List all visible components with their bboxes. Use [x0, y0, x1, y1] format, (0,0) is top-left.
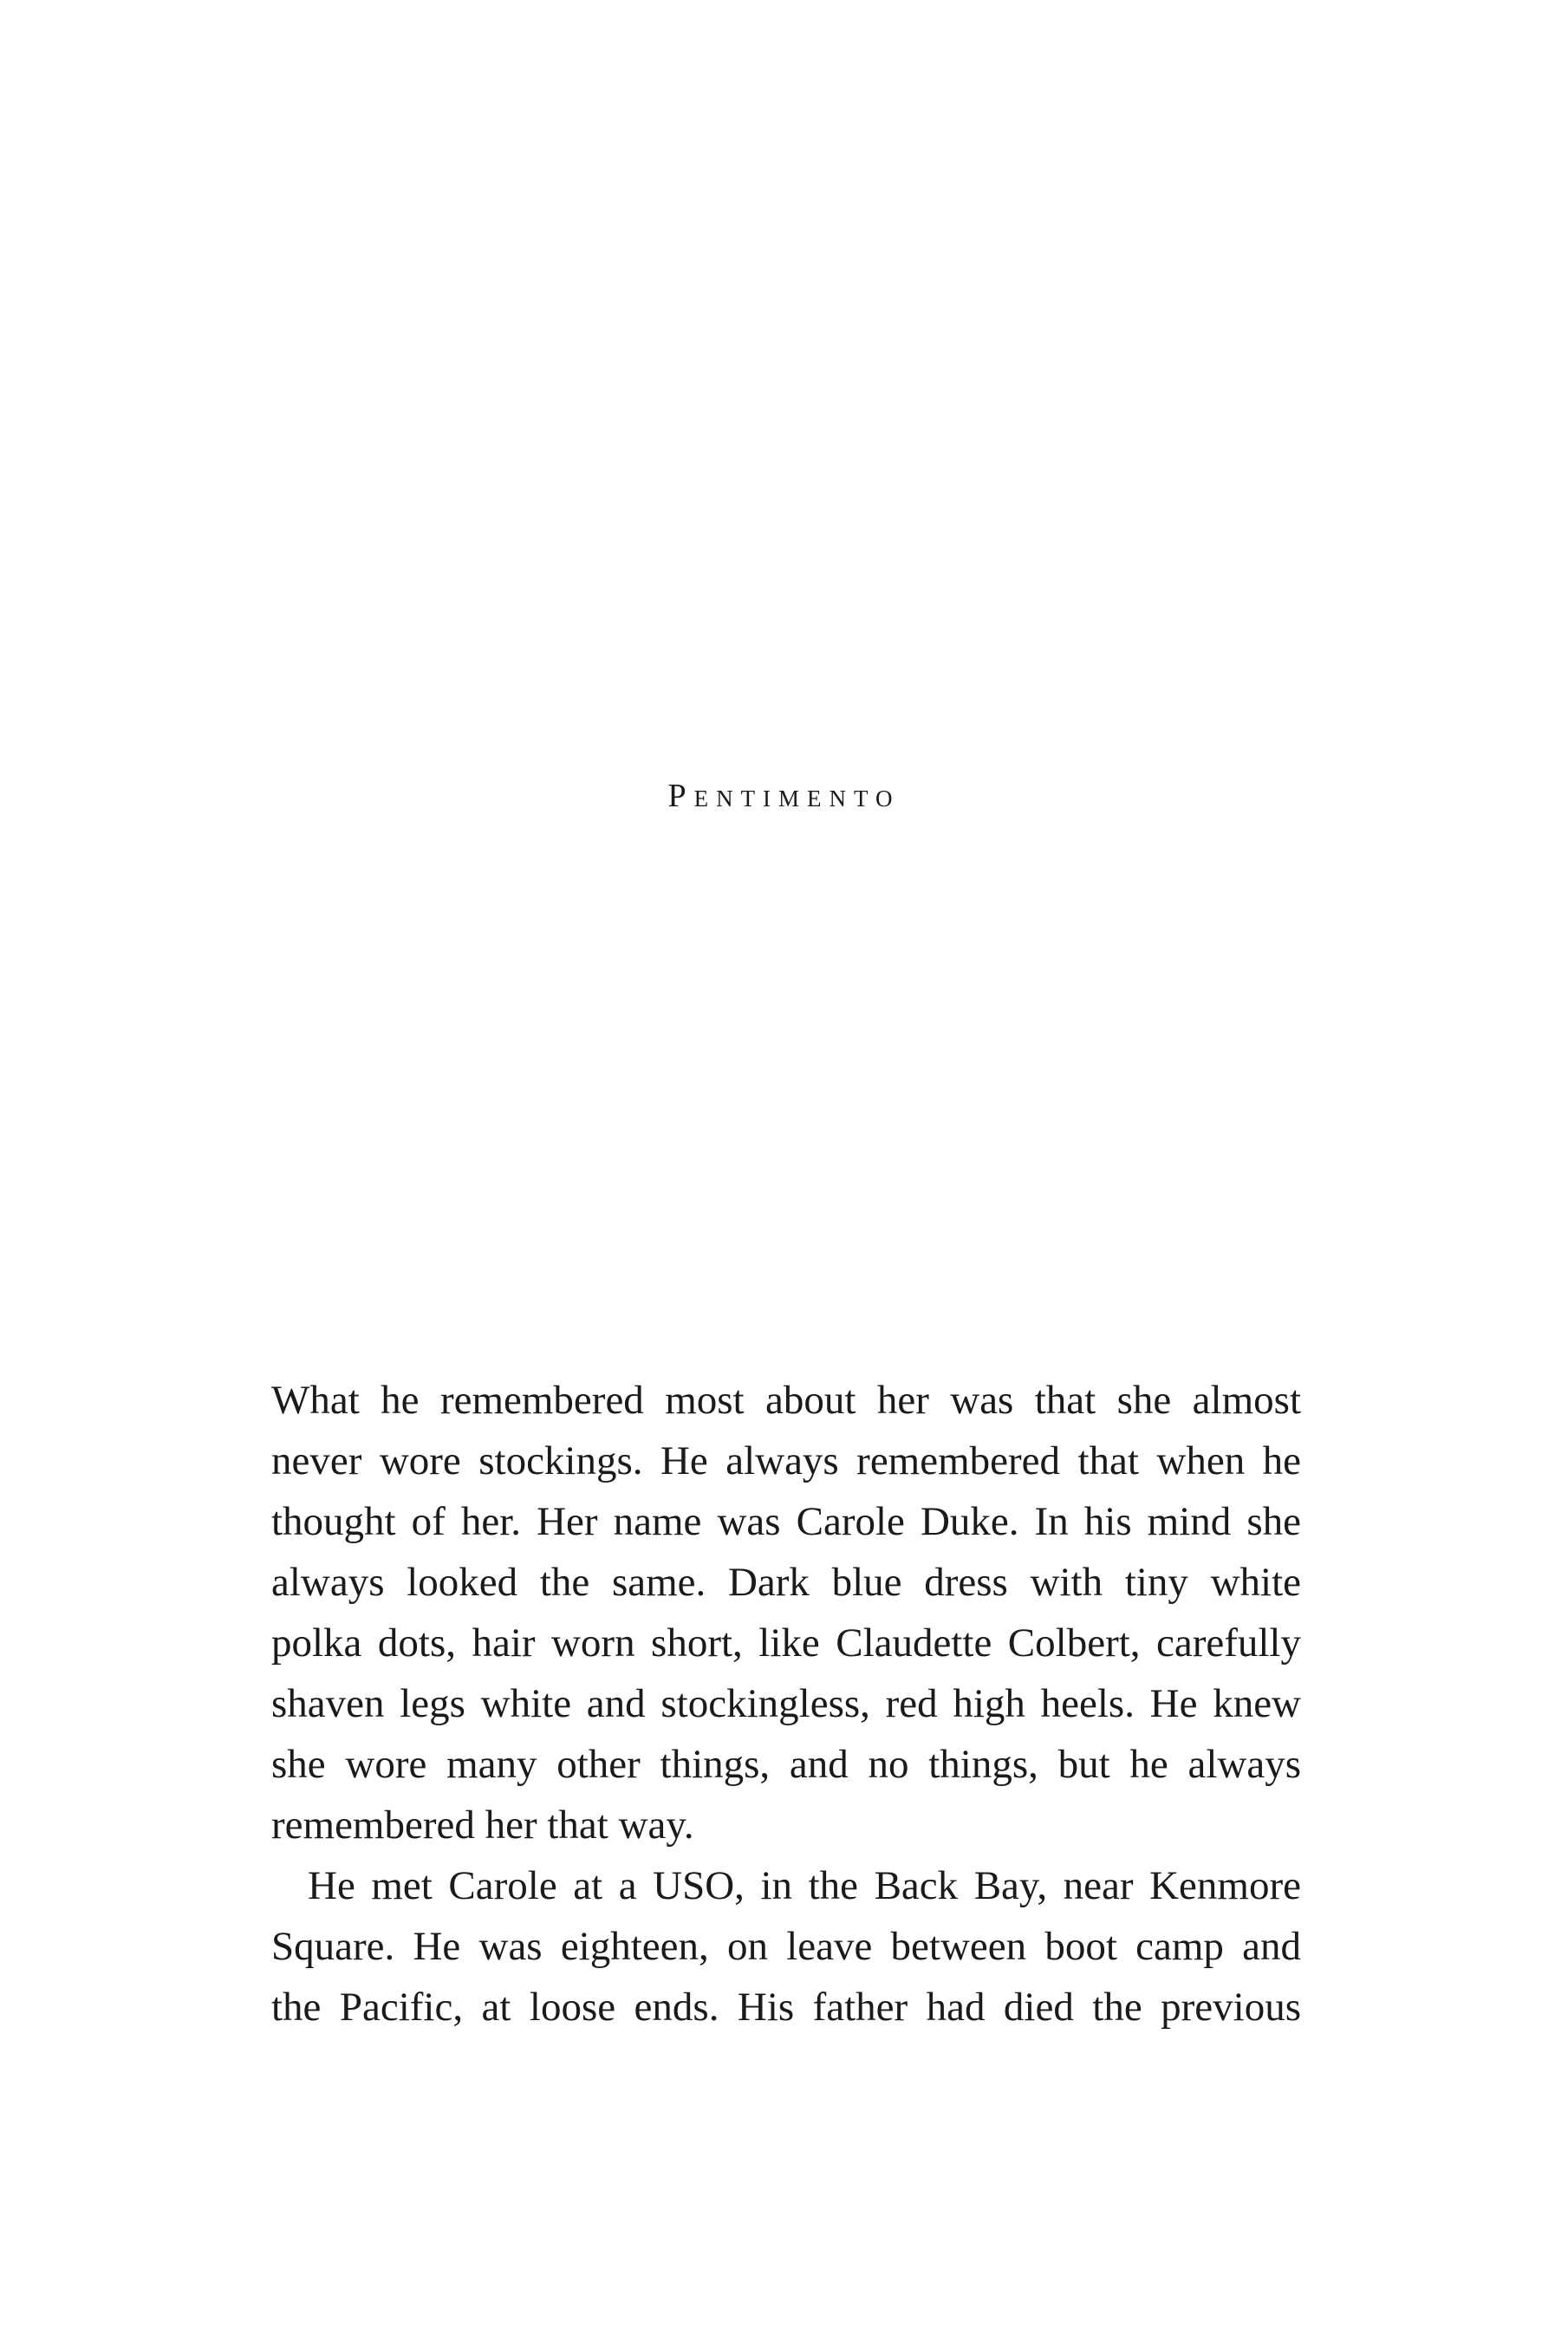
- text-line: remembered her that way.: [271, 1803, 694, 1848]
- text-line: shaven legs white and stockingless, red high heels. He knew: [271, 1681, 1301, 1726]
- chapter-title: Pentimento: [667, 778, 901, 814]
- text-line: always looked the same. Dark blue dress with tiny white: [271, 1560, 1301, 1605]
- paragraph-2: [271, 1855, 1301, 2037]
- text-line: He met Carole at a USO, in the Back Bay, near Kenmore: [308, 1863, 1301, 1908]
- body-text: [271, 1370, 1301, 2037]
- text-line: thought of her. Her name was Carole Duke. In his mind she: [271, 1499, 1301, 1544]
- text-line: Square. He was eighteen, on leave between boot camp and: [271, 1924, 1301, 1969]
- text-line: never wore stockings. He always remembered that when he: [271, 1438, 1301, 1483]
- text-line: What he remembered most about her was that she almost: [271, 1378, 1301, 1423]
- text-line: the Pacific, at loose ends. His father had died the previous: [271, 1985, 1301, 2030]
- paragraph-1: [271, 1370, 1301, 1855]
- text-line: she wore many other things, and no things, but he always: [271, 1742, 1301, 1787]
- text-line: polka dots, hair worn short, like Claudette Colbert, carefully: [271, 1620, 1301, 1666]
